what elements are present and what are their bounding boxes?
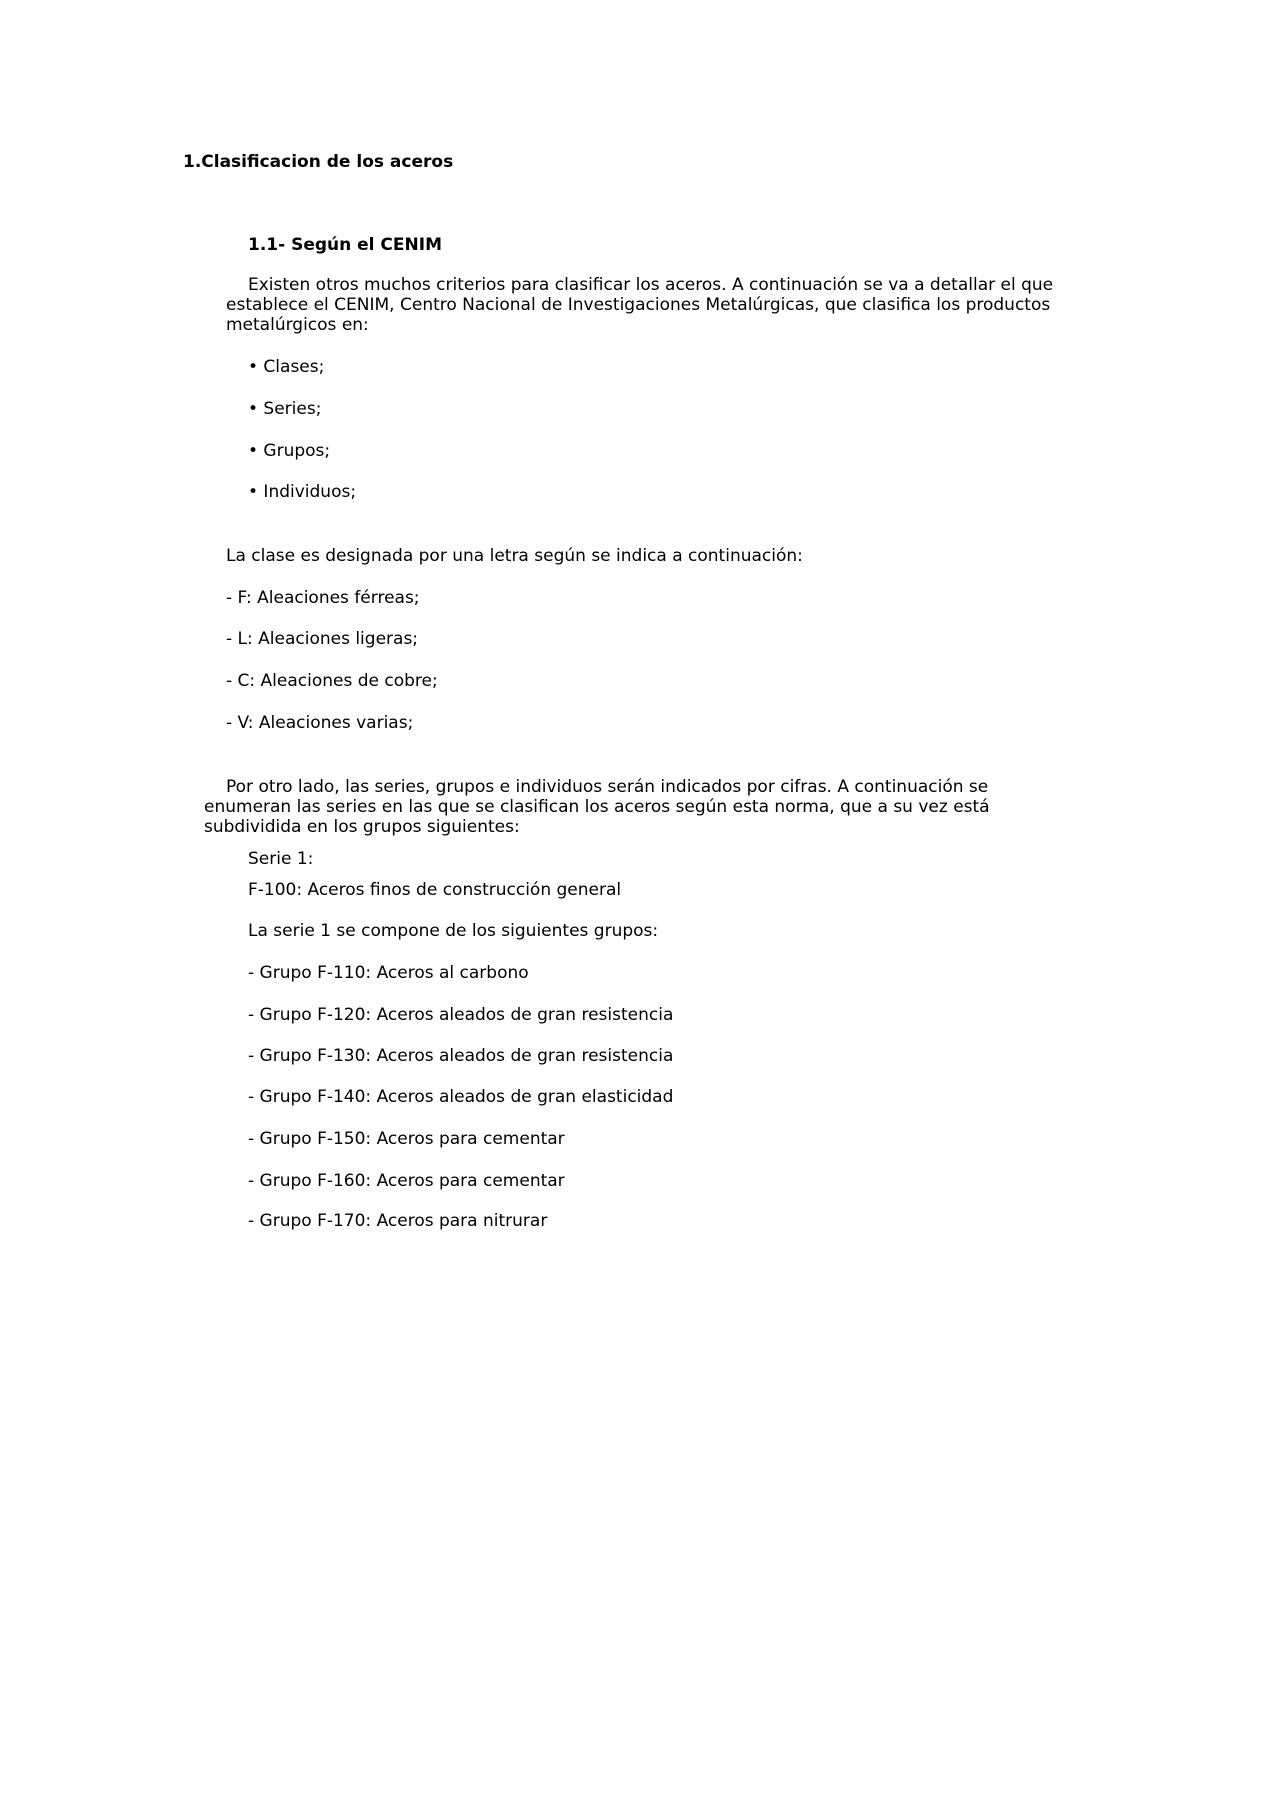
group-item: - Grupo F-120: Aceros aleados de gran resistencia bbox=[248, 1005, 674, 1025]
group-item: - Grupo F-160: Aceros para cementar bbox=[248, 1171, 565, 1191]
serie-label: Serie 1: bbox=[248, 849, 314, 869]
section-title: 1.Clasificacion de los aceros bbox=[183, 152, 454, 172]
bullet-item: • Clases; bbox=[248, 357, 325, 377]
serie-name: F-100: Aceros finos de construcción general bbox=[248, 880, 622, 900]
series-intro-line-1: Por otro lado, las series, grupos e individuos serán indicados por cifras. A continuación se bbox=[226, 777, 989, 797]
class-item: - F: Aleaciones férreas; bbox=[226, 588, 420, 608]
intro-line-1: Existen otros muchos criterios para clasificar los aceros. A continuación se va a detallar el que bbox=[248, 275, 1054, 295]
group-item: - Grupo F-150: Aceros para cementar bbox=[248, 1129, 565, 1149]
class-intro: La clase es designada por una letra según se indica a continuación: bbox=[226, 546, 803, 566]
serie-groups-intro: La serie 1 se compone de los siguientes grupos: bbox=[248, 921, 659, 941]
bullet-item: • Grupos; bbox=[248, 441, 331, 461]
intro-line-2: establece el CENIM, Centro Nacional de Investigaciones Metalúrgicas, que clasifica los productos bbox=[226, 295, 1051, 315]
subsection-title: 1.1- Según el CENIM bbox=[248, 235, 442, 255]
class-item: - C: Aleaciones de cobre; bbox=[226, 671, 438, 691]
class-item: - L: Aleaciones ligeras; bbox=[226, 629, 419, 649]
group-item: - Grupo F-170: Aceros para nitrurar bbox=[248, 1211, 548, 1231]
series-intro-line-2: enumeran las series en las que se clasifican los aceros según esta norma, que a su vez está bbox=[204, 797, 990, 817]
series-intro-line-3: subdividida en los grupos siguientes: bbox=[204, 817, 520, 837]
group-item: - Grupo F-110: Aceros al carbono bbox=[248, 963, 529, 983]
bullet-item: • Series; bbox=[248, 399, 322, 419]
intro-line-3: metalúrgicos en: bbox=[226, 315, 369, 335]
series-intro-paragraph bbox=[204, 777, 990, 837]
group-item: - Grupo F-130: Aceros aleados de gran resistencia bbox=[248, 1046, 674, 1066]
group-item: - Grupo F-140: Aceros aleados de gran elasticidad bbox=[248, 1087, 674, 1107]
class-item: - V: Aleaciones varias; bbox=[226, 713, 414, 733]
bullet-item: • Individuos; bbox=[248, 482, 357, 502]
intro-paragraph bbox=[226, 275, 1053, 335]
